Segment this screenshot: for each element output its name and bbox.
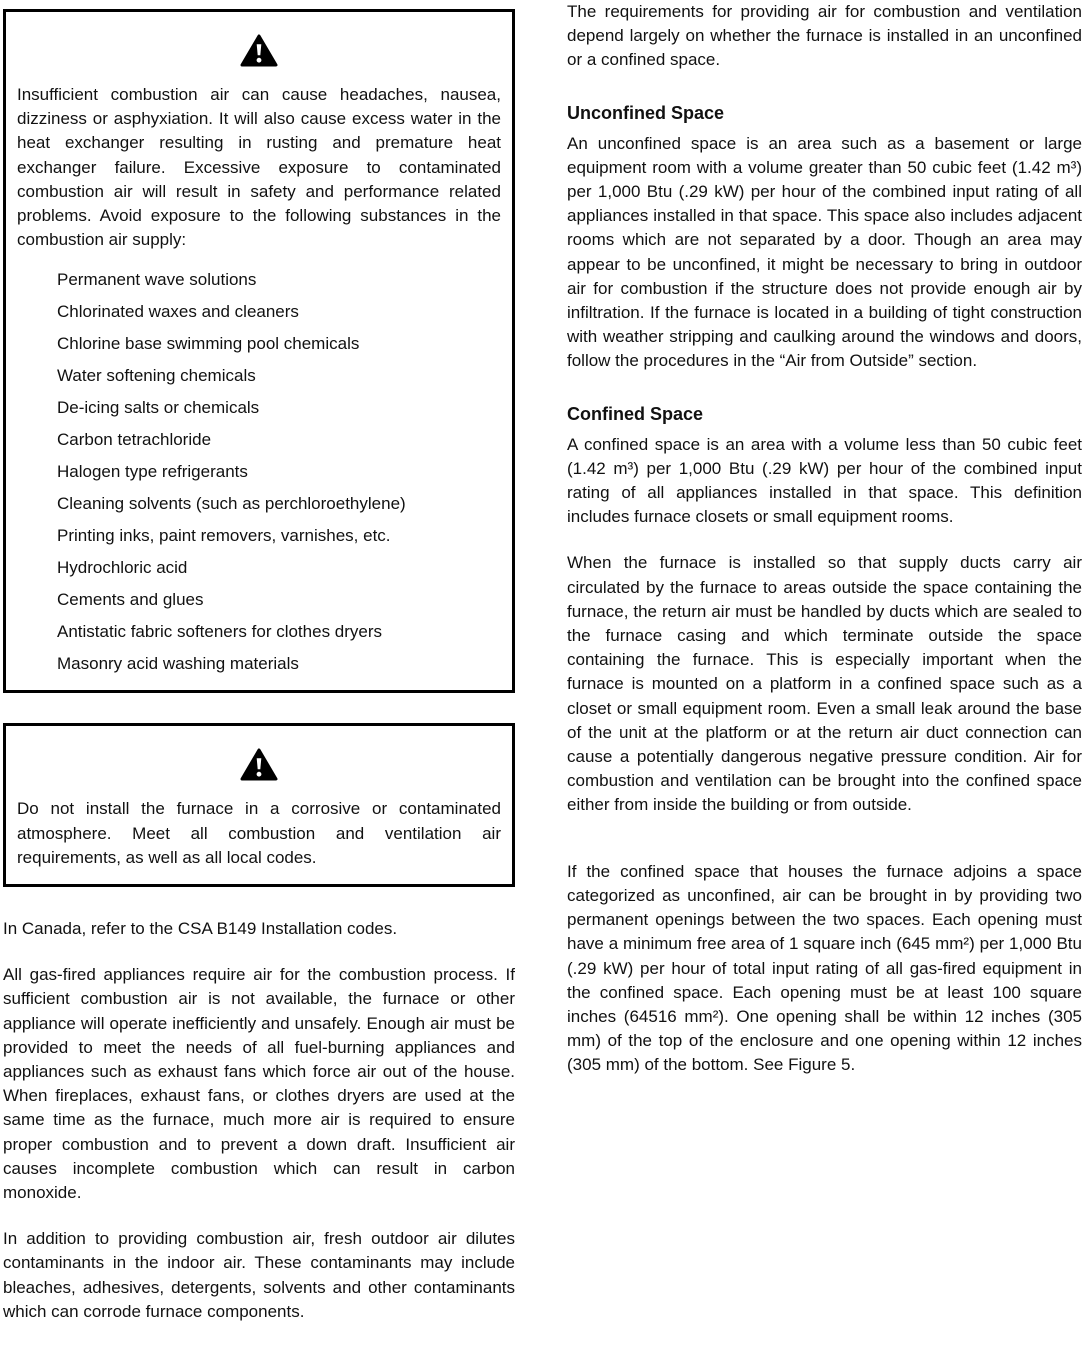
paragraph-supply-ducts: When the furnace is installed so that supply ducts carry air circulated by the furnace to areas outside the space containing the furnace, the return air must be handled by ducts which are sealed to the furnace casing and which terminate outside the space containing the furnace. This is especially important when the furnace is mounted on a platform in a confined space such as a closet or small equipment room. Even a small leak around the base of the unit at the platform or at the return air duct connection can cause a potentially dangerous negative pressure condition. Air for combustion and ventilation can be brought into the confined space either from inside the building or from outside.: [567, 553, 1082, 815]
left-column: [3, 0, 515, 1324]
list-item: De-icing salts or chemicals: [57, 398, 260, 418]
list-item: Masonry acid washing materials: [57, 654, 299, 674]
paragraph-canada-codes: In Canada, refer to the CSA B149 Installation codes.: [3, 919, 398, 939]
heading-unconfined-space: Unconfined Space: [567, 102, 725, 123]
list-item: Printing inks, paint removers, varnishes, etc.: [57, 526, 391, 546]
list-item: Cements and glues: [57, 590, 204, 610]
paragraph-permanent-openings: If the confined space that houses the furnace adjoins a space categorized as unconfined, air can be brought in by providing two permanent openings between the two spaces. Each opening must have a minimum free area of 1 square inch (645 mm²) per 1,000 Btu (.29 kW) per hour of total input rating of all gas-fired equipment in the confined space. Each opening must be at least 100 square inches (64516 mm²). One opening shall be within 12 inches (305 mm) of the top of the enclosure and one opening within 12 inches (305 mm) of the bottom. See Figure 5.: [567, 861, 1082, 1075]
list-item: Halogen type refrigerants: [57, 462, 248, 482]
warning-triangle-icon: [240, 769, 278, 786]
warning-intro-text: Insufficient combustion air can cause headaches, nausea, dizziness or asphyxiation. It will also cause excess water in the heat exchanger resulting in rusting and premature heat exchanger failure. Excessive exposure to contaminated combustion air will result in safety and performance related problems. Avoid exposure to the following substances in the combustion air supply:: [17, 85, 501, 250]
list-item: Cleaning solvents (such as perchloroethylene): [57, 494, 406, 514]
paragraph-combustion-air: All gas-fired appliances require air for the combustion process. If sufficient combustion air is not available, the furnace or other appliance will operate inefficiently and unsafely. Enough air must be provided to meet the needs of all fuel-burning appliances and appliances such as exhaust fans which force air out of the house. When fireplaces, exhaust fans, or clothes dryers are used at the same time as the furnace, much more air is required to ensure proper combustion and to prevent a down draft. Insufficient air causes incomplete combustion which can result in carbon monoxide.: [3, 965, 515, 1203]
list-item: Water softening chemicals: [57, 366, 256, 386]
warning-box-combustion-air: [3, 9, 515, 693]
paragraph-contaminants: In addition to providing combustion air, fresh outdoor air dilutes contaminants in the indoor air. These contaminants may include bleaches, adhesives, detergents, solvents and other contaminants which can corrode furnace components.: [3, 1229, 515, 1321]
list-item: Carbon tetrachloride: [57, 430, 212, 450]
substance-list: [17, 264, 501, 678]
list-item: Permanent wave solutions: [57, 270, 257, 290]
paragraph-confined-space: A confined space is an area with a volume less than 50 cubic feet (1.42 m³) per 1,000 Btu (.29 kW) per hour of the combined input rating of all appliances installed in that space. This definition includes furnace closets or small equipment rooms.: [567, 434, 1082, 527]
right-column: [567, 0, 1082, 1324]
warning-text: Do not install the furnace in a corrosive or contaminated atmosphere. Meet all combustion and ventilation air requirements, as well as all local codes.: [17, 799, 501, 867]
warning-icon-row: [17, 734, 501, 797]
list-item: Chlorinated waxes and cleaners: [57, 302, 299, 322]
list-item: Antistatic fabric softeners for clothes dryers: [57, 622, 383, 642]
list-item: Chlorine base swimming pool chemicals: [57, 334, 360, 354]
warning-icon-row: [17, 20, 501, 83]
paragraph-requirements-intro: The requirements for providing air for combustion and ventilation depend largely on whether the furnace is installed in an unconfined or a confined space.: [567, 2, 1082, 70]
heading-confined-space: Confined Space: [567, 403, 704, 424]
warning-box-corrosive-atmosphere: [3, 723, 515, 887]
paragraph-unconfined-space: An unconfined space is an area such as a basement or large equipment room with a volume greater than 50 cubic feet (1.42 m³) per 1,000 Btu (.29 kW) per hour of the combined input rating of all appliances installed in that space. This space also includes adjacent rooms which are not separated by a door. Though an area may appear to be unconfined, it might be necessary to bring in outdoor air for combustion if the structure does not provide enough air by infiltration. If the furnace is located in a building of tight construction with weather stripping and caulking around the windows and doors, follow the procedures in the “Air from Outside” section.: [567, 133, 1082, 371]
list-item: Hydrochloric acid: [57, 558, 188, 578]
warning-triangle-icon: [240, 55, 278, 72]
